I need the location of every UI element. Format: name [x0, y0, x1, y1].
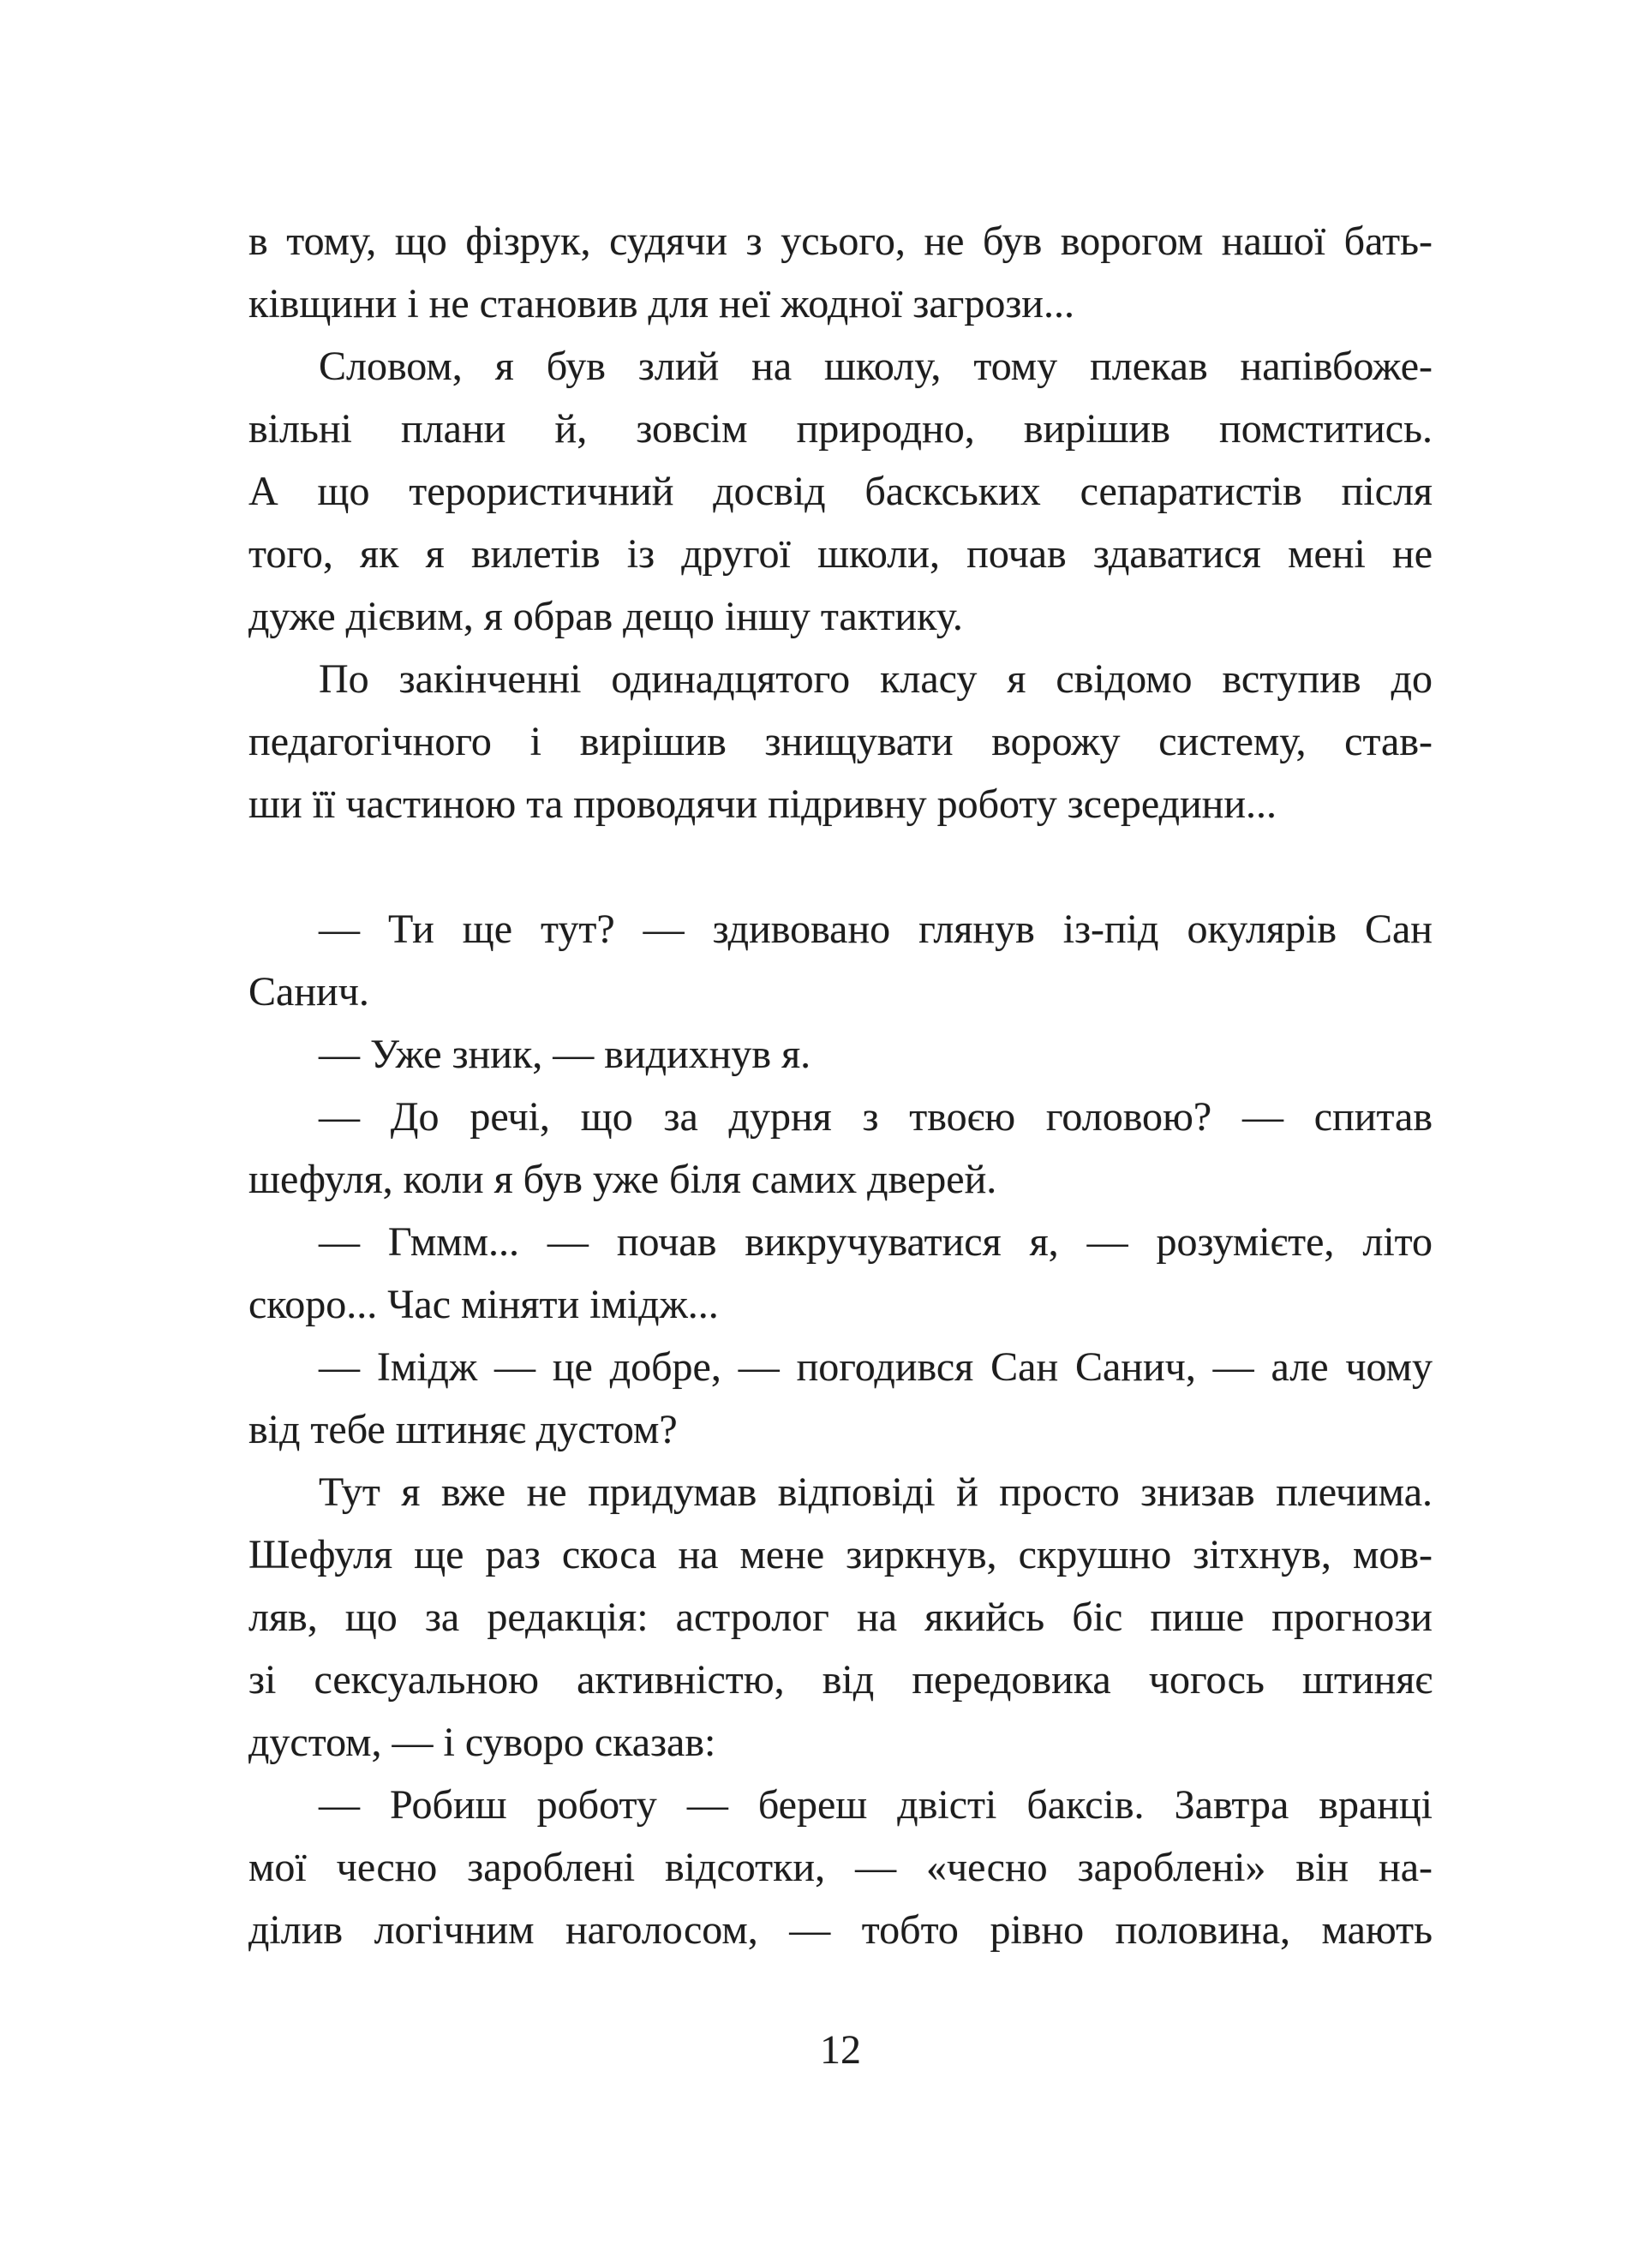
text-line: — Ти ще тут? — здивовано глянув із-під окулярів Сан: [319, 907, 1433, 952]
text-line: — Уже зник, — видихнув я.: [319, 1032, 811, 1077]
text-line: Тут я вже не придумав відповіді й просто знизав плечима.: [319, 1469, 1433, 1515]
page-text: [248, 210, 1433, 1961]
text-line: зі сексуальною активністю, від передовика чогось штиняє: [248, 1657, 1433, 1702]
page-number: 12: [820, 2027, 861, 2073]
text-line: того, як я вилетів із другої школи, почав здаватися мені не: [248, 531, 1433, 577]
text-line: А що терористичний досвід баскських сепаратистів після: [248, 469, 1433, 514]
text-line: дуже дієвим, я обрав дещо іншу тактику.: [248, 594, 963, 639]
text-line: скоро... Час міняти імідж...: [248, 1282, 719, 1327]
text-line: — Робиш роботу — береш двісті баксів. Завтра вранці: [319, 1782, 1433, 1828]
text-line: Санич.: [248, 969, 369, 1014]
text-line: Словом, я був злий на школу, тому плекав напівбоже-: [319, 344, 1433, 389]
text-line: ділив логічним наголосом, — тобто рівно половина, мають: [248, 1907, 1433, 1953]
text-line: По закінченні одинадцятого класу я свідомо вступив до: [319, 656, 1433, 702]
text-line: вільні плани й, зовсім природно, вирішив помститись.: [248, 406, 1433, 452]
text-line: — До речі, що за дурня з твоєю головою? — спитав: [319, 1094, 1433, 1140]
text-line: педагогічного і вирішив знищувати ворожу систему, став-: [248, 719, 1433, 764]
text-line: мої чесно зароблені відсотки, — «чесно зароблені» він на-: [248, 1845, 1433, 1890]
text-line: від тебе штиняє дустом?: [248, 1407, 678, 1452]
text-line: ши її частиною та проводячи підривну роботу зсередини...: [248, 781, 1277, 827]
section-break: [248, 835, 1433, 898]
text-line: Шефуля ще раз скоса на мене зиркнув, скрушно зітхнув, мов-: [248, 1532, 1433, 1577]
text-line: шефуля, коли я був уже біля самих дверей.: [248, 1157, 997, 1202]
text-line: в тому, що фізрук, судячи з усього, не був ворогом нашої бать-: [248, 218, 1433, 264]
text-line: — Імідж — це добре, — погодився Сан Санич, — але чому: [319, 1344, 1433, 1390]
text-line: ківщини і не становив для неї жодної загрози...: [248, 281, 1074, 326]
text-line: — Гммм... — почав викручуватися я, — розумієте, літо: [319, 1219, 1433, 1265]
text-line: дустом, — і суворо сказав:: [248, 1720, 716, 1765]
text-line: ляв, що за редакція: астролог на якийсь біс пише прогнози: [248, 1595, 1433, 1640]
